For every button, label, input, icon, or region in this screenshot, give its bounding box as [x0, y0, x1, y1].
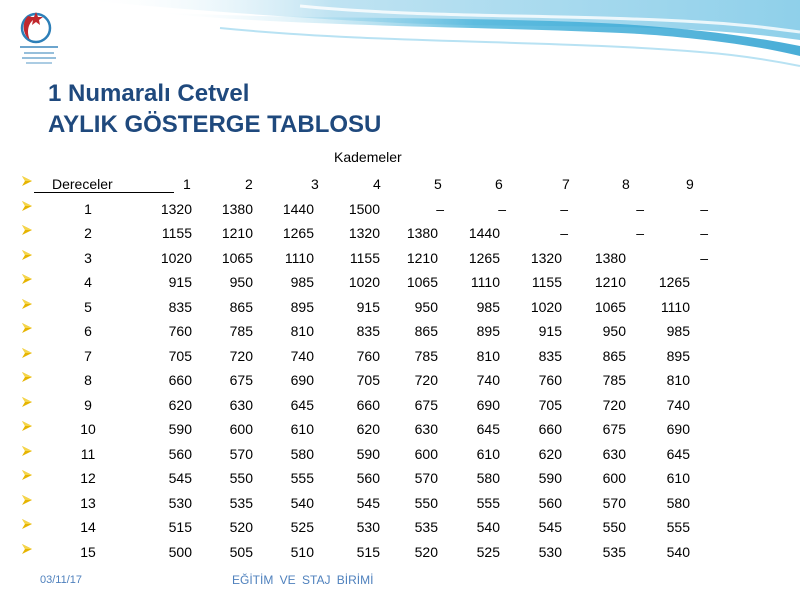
- value-cell: 515: [356, 543, 380, 560]
- value-cell: 985: [290, 274, 314, 290]
- value-cell: 1065: [221, 249, 253, 266]
- value-cell: 645: [666, 445, 690, 462]
- value-cell: 1500: [348, 200, 380, 217]
- value-cell: 1065: [406, 274, 438, 290]
- value-cell: 720: [602, 396, 626, 413]
- table-row: [0, 491, 800, 516]
- ministry-of-health-logo: [6, 6, 76, 68]
- value-cell: 520: [414, 543, 438, 560]
- value-cell: 950: [414, 298, 438, 315]
- value-cell: 660: [538, 421, 562, 437]
- value-cell: 1320: [348, 225, 380, 241]
- value-cell: 915: [356, 298, 380, 315]
- arrow-bullet-icon: [20, 444, 34, 458]
- value-cell: 1380: [406, 225, 438, 241]
- value-cell: 610: [666, 470, 690, 486]
- value-cell: 600: [414, 445, 438, 462]
- value-cell: 610: [290, 421, 314, 437]
- derece-cell: 5: [84, 298, 92, 315]
- arrow-bullet-icon: [20, 517, 34, 531]
- value-cell: 645: [476, 421, 500, 437]
- footer-unit: EĞİTİM VE STAJ BİRİMİ: [232, 573, 374, 587]
- value-cell: 590: [538, 470, 562, 486]
- value-cell: 580: [476, 470, 500, 486]
- derece-cell: 14: [80, 519, 96, 535]
- value-cell: –: [636, 200, 644, 217]
- value-cell: 740: [666, 396, 690, 413]
- value-cell: 1020: [530, 298, 562, 315]
- value-cell: 810: [290, 323, 314, 339]
- value-cell: 555: [476, 494, 500, 511]
- value-cell: 675: [414, 396, 438, 413]
- derece-cell: 3: [84, 249, 92, 266]
- value-cell: 620: [538, 445, 562, 462]
- value-cell: 760: [168, 323, 192, 339]
- value-cell: 1210: [221, 225, 253, 241]
- value-cell: 985: [476, 298, 500, 315]
- value-cell: 600: [602, 470, 626, 486]
- table-row: [0, 466, 800, 491]
- derece-cell: 10: [80, 421, 96, 437]
- value-cell: 895: [290, 298, 314, 315]
- footer-date: 03/11/17: [40, 574, 83, 586]
- value-cell: 560: [356, 470, 380, 486]
- value-cell: 630: [414, 421, 438, 437]
- value-cell: 540: [666, 543, 690, 560]
- value-cell: 630: [229, 396, 253, 413]
- value-cell: 950: [602, 323, 626, 339]
- value-cell: 550: [414, 494, 438, 511]
- value-cell: 1380: [594, 249, 626, 266]
- value-cell: 865: [229, 298, 253, 315]
- value-cell: 760: [538, 372, 562, 388]
- value-cell: 1110: [660, 298, 690, 315]
- value-cell: –: [498, 200, 506, 217]
- table-header-row: [0, 172, 800, 197]
- value-cell: 1020: [348, 274, 380, 290]
- value-cell: 525: [290, 519, 314, 535]
- value-cell: 985: [666, 323, 690, 339]
- value-cell: –: [436, 200, 444, 217]
- value-cell: 620: [356, 421, 380, 437]
- value-cell: 600: [229, 421, 253, 437]
- value-cell: 835: [168, 298, 192, 315]
- arrow-bullet-icon: [20, 346, 34, 360]
- value-cell: 1020: [160, 249, 192, 266]
- value-cell: –: [560, 200, 568, 217]
- value-cell: 1210: [594, 274, 626, 290]
- kademe-header-5: 5: [434, 176, 442, 192]
- derece-cell: 11: [80, 445, 96, 462]
- value-cell: 810: [666, 372, 690, 388]
- value-cell: 645: [290, 396, 314, 413]
- value-cell: 1065: [594, 298, 626, 315]
- value-cell: 535: [602, 543, 626, 560]
- table-row: [0, 540, 800, 565]
- arrow-bullet-icon: [20, 419, 34, 433]
- table-row: [0, 221, 800, 246]
- arrow-bullet-icon: [20, 493, 34, 507]
- value-cell: 740: [476, 372, 500, 388]
- table-row: [0, 319, 800, 344]
- value-cell: 570: [414, 470, 438, 486]
- arrow-bullet-icon: [20, 395, 34, 409]
- value-cell: –: [700, 249, 708, 266]
- value-cell: 865: [414, 323, 438, 339]
- arrow-bullet-icon: [20, 370, 34, 384]
- value-cell: 580: [290, 445, 314, 462]
- value-cell: 1110: [470, 274, 500, 290]
- kademe-header-7: 7: [562, 176, 570, 192]
- value-cell: 865: [602, 347, 626, 364]
- arrow-bullet-icon: [20, 174, 34, 188]
- kademe-header-1: 1: [183, 176, 191, 192]
- derece-cell: 6: [84, 323, 92, 339]
- arrow-bullet-icon: [20, 321, 34, 335]
- table-row: [0, 197, 800, 222]
- value-cell: 675: [602, 421, 626, 437]
- value-cell: 705: [356, 372, 380, 388]
- value-cell: 525: [476, 543, 500, 560]
- kademe-header-6: 6: [495, 176, 503, 192]
- value-cell: 570: [602, 494, 626, 511]
- value-cell: –: [700, 200, 708, 217]
- derece-cell: 12: [80, 470, 96, 486]
- kademe-header-3: 3: [311, 176, 319, 192]
- table-row: [0, 270, 800, 295]
- value-cell: 530: [356, 519, 380, 535]
- arrow-bullet-icon: [20, 542, 34, 556]
- value-cell: 1380: [221, 200, 253, 217]
- value-cell: –: [560, 225, 568, 241]
- value-cell: –: [636, 225, 644, 241]
- value-cell: 505: [229, 543, 253, 560]
- value-cell: 530: [168, 494, 192, 511]
- table-row: [0, 442, 800, 467]
- slide-title: 1 Numaralı Cetvel: [48, 80, 250, 107]
- header-wave-banner: [0, 0, 800, 80]
- kademe-header-2: 2: [245, 176, 253, 192]
- kademe-header-9: 9: [686, 176, 694, 192]
- value-cell: 835: [538, 347, 562, 364]
- value-cell: 1110: [284, 249, 314, 266]
- value-cell: 545: [168, 470, 192, 486]
- value-cell: 1155: [349, 249, 380, 266]
- value-cell: 950: [229, 274, 253, 290]
- value-cell: 810: [476, 347, 500, 364]
- derece-cell: 13: [80, 494, 96, 511]
- value-cell: 1265: [658, 274, 690, 290]
- value-cell: 540: [476, 519, 500, 535]
- kademe-header-8: 8: [622, 176, 630, 192]
- value-cell: 570: [229, 445, 253, 462]
- value-cell: 580: [666, 494, 690, 511]
- derece-cell: 4: [84, 274, 92, 290]
- value-cell: 500: [168, 543, 192, 560]
- arrow-bullet-icon: [20, 248, 34, 262]
- value-cell: 1440: [468, 225, 500, 241]
- value-cell: 690: [666, 421, 690, 437]
- table-row: [0, 246, 800, 271]
- kademe-header-4: 4: [373, 176, 381, 192]
- value-cell: 785: [414, 347, 438, 364]
- table-row: [0, 393, 800, 418]
- value-cell: 1155: [161, 225, 192, 241]
- derece-cell: 2: [84, 225, 92, 241]
- header-underline: [34, 192, 174, 193]
- kademeler-label: Kademeler: [334, 149, 402, 165]
- derece-cell: 9: [84, 396, 92, 413]
- value-cell: –: [700, 225, 708, 241]
- table-row: [0, 368, 800, 393]
- value-cell: 915: [538, 323, 562, 339]
- arrow-bullet-icon: [20, 297, 34, 311]
- value-cell: 630: [602, 445, 626, 462]
- value-cell: 895: [476, 323, 500, 339]
- value-cell: 720: [414, 372, 438, 388]
- value-cell: 1155: [531, 274, 562, 290]
- table-row: [0, 515, 800, 540]
- value-cell: 535: [414, 519, 438, 535]
- value-cell: 1440: [282, 200, 314, 217]
- value-cell: 550: [602, 519, 626, 535]
- value-cell: 1320: [160, 200, 192, 217]
- value-cell: 1265: [282, 225, 314, 241]
- arrow-bullet-icon: [20, 199, 34, 213]
- value-cell: 675: [229, 372, 253, 388]
- value-cell: 520: [229, 519, 253, 535]
- value-cell: 915: [168, 274, 192, 290]
- value-cell: 610: [476, 445, 500, 462]
- derece-cell: 8: [84, 372, 92, 388]
- arrow-bullet-icon: [20, 223, 34, 237]
- derece-cell: 1: [84, 200, 92, 217]
- table-row: [0, 344, 800, 369]
- arrow-bullet-icon: [20, 272, 34, 286]
- value-cell: 510: [290, 543, 314, 560]
- value-cell: 785: [602, 372, 626, 388]
- value-cell: 660: [168, 372, 192, 388]
- value-cell: 720: [229, 347, 253, 364]
- value-cell: 1265: [468, 249, 500, 266]
- value-cell: 895: [666, 347, 690, 364]
- value-cell: 705: [538, 396, 562, 413]
- value-cell: 690: [476, 396, 500, 413]
- slide-subtitle: AYLIK GÖSTERGE TABLOSU: [48, 111, 382, 138]
- value-cell: 785: [229, 323, 253, 339]
- value-cell: 550: [229, 470, 253, 486]
- value-cell: 560: [538, 494, 562, 511]
- value-cell: 545: [538, 519, 562, 535]
- value-cell: 560: [168, 445, 192, 462]
- value-cell: 660: [356, 396, 380, 413]
- value-cell: 835: [356, 323, 380, 339]
- arrow-bullet-icon: [20, 468, 34, 482]
- value-cell: 545: [356, 494, 380, 511]
- value-cell: 740: [290, 347, 314, 364]
- table-row: [0, 417, 800, 442]
- value-cell: 555: [666, 519, 690, 535]
- value-cell: 535: [229, 494, 253, 511]
- value-cell: 530: [538, 543, 562, 560]
- value-cell: 1210: [406, 249, 438, 266]
- derece-cell: 7: [84, 347, 92, 364]
- table-row: [0, 295, 800, 320]
- derece-cell: 15: [80, 543, 96, 560]
- dereceler-header: Dereceler: [52, 176, 113, 192]
- value-cell: 590: [168, 421, 192, 437]
- value-cell: 620: [168, 396, 192, 413]
- value-cell: 555: [290, 470, 314, 486]
- value-cell: 540: [290, 494, 314, 511]
- value-cell: 760: [356, 347, 380, 364]
- value-cell: 515: [168, 519, 192, 535]
- value-cell: 705: [168, 347, 192, 364]
- value-cell: 1320: [530, 249, 562, 266]
- value-cell: 590: [356, 445, 380, 462]
- value-cell: 690: [290, 372, 314, 388]
